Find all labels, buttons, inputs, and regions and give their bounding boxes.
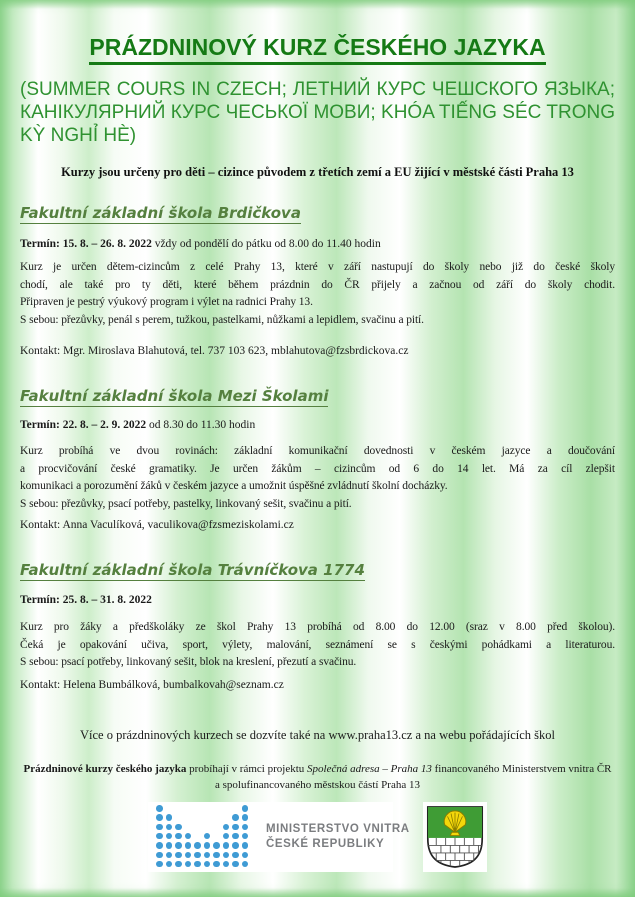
paragraph-line: S sebou: přezůvky, penál s perem, tužkou, pastelkami, nůžkami a lepidlem, svačinu a pití.: [20, 313, 424, 326]
project-text: financovaného Ministerstvem vnitra ČR a spolufinancovaného městskou částí Praha 13: [215, 762, 612, 791]
section-travnickova: [20, 560, 615, 694]
paragraph-line: Kurz pro žáky a předškoláky ze škol Prahy 13 probíhá od 8.00 do 12.00 (sraz v 8.00 před školou).: [20, 621, 615, 633]
title-row: [20, 34, 615, 65]
intro-line: Kurzy jsou určeny pro děti – cizince původem z třetích zemí a EU žijící v městské části Praha 13: [61, 165, 574, 179]
section-mezi-skolami: [20, 386, 615, 534]
kontakt-line: Kontakt: Helena Bumbálková, bumbalkovah@seznam.cz: [20, 678, 284, 691]
more-info-line: Více o prázdninových kurzech se dozvíte také na www.praha13.cz a na webu pořádajících škol: [79, 727, 556, 742]
ministry-lion-dots-icon: [156, 805, 252, 868]
termin-date: Termín: 22. 8. – 2. 9. 2022: [20, 419, 147, 431]
subtitle-line: (SUMMER COURS IN CZECH; ЛЕТНИЙ КУРС ЧЕШСКОГО ЯЗЫКА;: [20, 79, 615, 100]
project-name: Prázdninové kurzy českého jazyka: [23, 762, 187, 775]
paragraph-line: S sebou: přezůvky, psací potřeby, pastelky, linkovaný sešit, svačinu a pití.: [20, 497, 352, 510]
section-paragraph: [20, 619, 615, 672]
section-heading: Fakultní základní škola Mezi Školami: [20, 387, 329, 405]
paragraph-line: Kurz probíhá ve dvou rovinách: základní komunikační dovednosti v českém jazyce a doučování: [20, 445, 615, 457]
project-title-italic: Společná adresa – Praha 13: [307, 762, 432, 775]
termin-date: Termín: 25. 8. – 31. 8. 2022: [20, 594, 152, 606]
termin-date: Termín: 15. 8. – 26. 8. 2022: [20, 238, 152, 250]
praha13-shield-icon: [425, 804, 485, 870]
termin-line: [20, 236, 615, 253]
paragraph-line: Čeká je opakování učiva, sport, výlety, malování, seznámení se s českými pohádkami a literaturou.: [20, 638, 615, 651]
section-paragraph: [20, 259, 615, 329]
subtitle-line: KỲ NGHỈ HÈ): [20, 125, 137, 146]
subtitle-multilingual: [20, 78, 615, 147]
paragraph-line: komunikaci a porozumění žáků v českém jazyce a umožnit úspěšné zvládnutí školní docházky.: [20, 480, 448, 492]
paragraph-line: a procvičování české gramatiky. Je určen žákům – cizincům od 6 do 14 let. Má za cíl zlepšit: [20, 462, 615, 475]
section-heading: Fakultní základní škola Trávníčkova 1774: [20, 561, 365, 579]
section-brdickova: [20, 203, 615, 360]
termin-detail: vždy od pondělí do pátku od 8.00 do 11.40 hodin: [151, 238, 381, 250]
ministry-name-line1: MINISTERSTVO VNITRA: [266, 822, 410, 835]
logo-row: [20, 802, 615, 872]
paragraph-line: Kurz je určen dětem-cizincům z celé Prahy 13, které v září nastupují do školy nebo již do české školy: [20, 261, 615, 273]
kontakt-line: Kontakt: Mgr. Miroslava Blahutová, tel. 737 103 623, mblahutova@fzsbrdickova.cz: [20, 345, 409, 357]
paragraph-line: chodí, ale také pro ty děti, které během prázdnin do ČR přijely a začnou od září do školy chodit.: [20, 278, 615, 291]
ministry-logo-text: [266, 822, 410, 852]
page-title: PRÁZDNINOVÝ KURZ ČESKÉHO JAZYKA: [89, 34, 545, 65]
ministry-name-line2: ČESKÉ REPUBLIKY: [266, 837, 385, 850]
termin-line: [20, 592, 615, 609]
praha13-coat-of-arms: [423, 802, 487, 872]
kontakt-line: Kontakt: Anna Vaculíková, vaculikova@fzsmeziskolami.cz: [20, 519, 294, 531]
paragraph-line: Připraven je pestrý výukový program i výlet na radnici Prahy 13.: [20, 296, 313, 308]
termin-line: [20, 417, 615, 434]
section-heading: Fakultní základní škola Brdičkova: [20, 204, 301, 222]
paragraph-line: S sebou: psací potřeby, linkovaný sešit, blok na kreslení, přezutí a svačinu.: [20, 656, 357, 668]
subtitle-line: КАНІКУЛЯРНИЙ КУРС ЧЕСЬКОЇ МОВИ; KHÓA TIẾNG SÉC TRONG: [20, 102, 615, 123]
termin-detail: od 8.30 do 11.30 hodin: [146, 419, 256, 431]
project-text: probíhají v rámci projektu: [186, 762, 308, 775]
project-credit: [20, 761, 615, 793]
ministry-of-interior-logo: [148, 802, 410, 872]
section-paragraph: [20, 443, 615, 513]
